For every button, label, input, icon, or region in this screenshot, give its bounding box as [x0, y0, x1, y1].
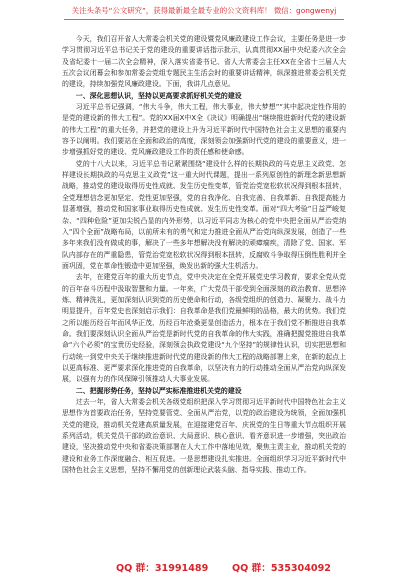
body-paragraph: 党的十八大以来，习近平总书记紧紧围绕“建设什么样的长期执政的马克思主义政党、怎样建设长期执政的马克思主义政党”这一重大时代课题，提出一系列原创性的新理念新思想新战略，推动党的建设取得历史性成就、发生历史性变革，管党治党宽松软状况得到根本扭转，全党理想信念更加坚定、党性更加坚强，党的自我净化、自我完善、自我革新、自我提高能力显著增强，推动党和国家事业取得历史性成就、发生历史性变革。面对“四大考验”日益严峻复杂、“四种危险”更加尖锐凸显的内外形势，以习近平同志为核心的党中央把全面从严治党纳入“四个全面”战略布局，以前所未有的勇气和定力推进全面从严治党向纵深发展，创造了一些多年来我们没有做成的事，解决了一些多年想解决没有解决的顽瘴痼疾，清除了党、国家、军队内部存在的严重隐患，管党治党宽松软状况得到根本扭转，反腐败斗争取得压倒性胜利并全面巩固，党在革命性锻造中更加坚强，焕发出新的强大生机活力。 — [62, 159, 346, 270]
body-paragraph: 习近平总书记强调，“伟大斗争，伟大工程，伟大事业，伟大梦想”“其中起决定性作用的是党的建设新的伟大工程”。党的XX届X中X全《决议》明确提出“继续推进新时代党的建设新的伟大工程”的重大任务，并把党的建设上升为习近平新时代中国特色社会主义思想的重要内容予以阐明。我们要站在全面和政治的高度，深刻领会加强新时代党的建设的重要意义，进一步增强抓好党的建设、党风廉政建设工作的责任感和使命感。 — [62, 103, 346, 157]
document-body — [62, 34, 346, 554]
body-paragraph: 去年，在建党百年的重大历史节点，党中央决定在全党开展党史学习教育，要求全党从党的百年奋斗历程中汲取智慧和力量。一年来，广大党员干部受到全面深刻的政治教育、思想淬炼、精神洗礼，更加深刻认识到党的历史使命和行动，各级党组织的创造力、凝聚力、战斗力明显提升，百年党史也深刻启示我们：自我革命是我们党最鲜明的品格，最大的优势。我们党之所以能历经百年而风华正茂、历经百年沧桑更显创造活力，根本在于我们党不断推进自我革命。我们要深刻认识全面从严治党是新时代党的自我革命的伟大实践，准确把握党推进自我革命“六个必须”的宝贵历史经验，深刻领会执政党建设“九个坚持”的规律性认识，切实把思想和行动统一到党中央关于继续推进新时代党的建设新的伟大工程的战略部署上来，在新的起点上以更高标准、更严要求深化推进党的自我革命，以坚决有力的行动推动全面从严治党向纵深发展，以强有力的作风保障引领推动人大事业发展。 — [62, 273, 346, 384]
qq-group-1: QQ 群：31991489 — [116, 563, 209, 574]
section-heading: 二、把握形势任务，坚持以严实标准推进机关党的建设 — [75, 386, 242, 395]
qq-group-2: QQ 群：535304092 — [232, 563, 331, 574]
body-paragraph: 过去一年，省人大常委会机关各级党组织把深入学习贯彻习近平新时代中国特色社会主义思想作为首要政治任务，坚持党要管党、全面从严治党，以党的政治建设为统领，全面加强机关党的建设，推动机关党建高质量发展，在迎接建党百年、庆祝党的生日等重大节点组织开展系列活动，机关党员干部的政治意识、大局意识、核心意识、看齐意识进一步增强，突出政治建设，坚决推动党中央和省委决策部署在人大工作中落地见效，聚焦主责主业，推动机关党的建设和业务工作深度融合、相互促进。一是思想建设扎实推进。全面组织学习习近平新时代中国特色社会主义思想，坚持不懈用党的创新理论武装头脑、指导实践、推动工作。 — [62, 398, 346, 475]
section-heading: 一、深化思想认识，坚持以更高要求抓好机关党的建设 — [75, 91, 242, 100]
banner-divider — [64, 19, 344, 20]
promo-banner: 关注头条号“公文研究”，获得最新最全最专业的公文资料库！ 微信：gongwenyj — [71, 6, 337, 15]
body-paragraph: 今天，我们召开省人大常委会机关党的建设暨党风廉政建设工作会议，主要任务是进一步学习贯彻习近平总书记关于党的建设的重要讲话指示批示，认真贯彻XX届中央纪委六次全会及省纪委十一届二次全会精神，深入落实省委书记、省人大常委会主任XX在全省十三届人大五次会议闭幕会和参加常委会党组专题民主生活会时的重要讲话精神，纵深推进常委会机关党的建设，持续加强党风廉政建设。下面，我讲几点意见。 — [62, 35, 346, 89]
